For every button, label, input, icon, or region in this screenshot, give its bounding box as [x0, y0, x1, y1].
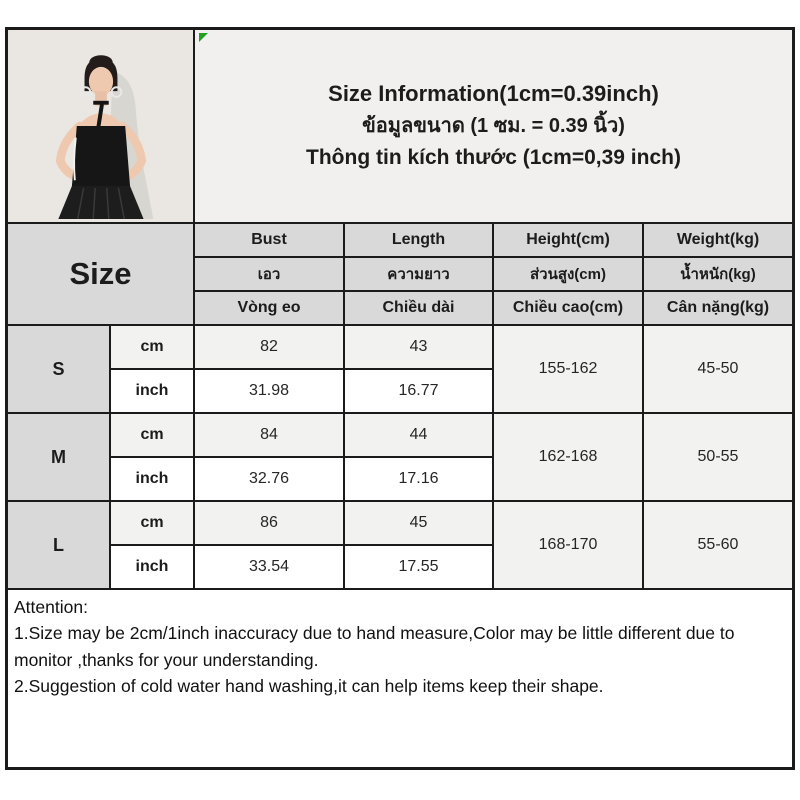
- row-s-unit-cm: cm: [111, 326, 193, 368]
- row-m-bust-inch: 32.76: [195, 458, 343, 500]
- size-chart-table: [5, 27, 795, 770]
- header-length-vi: Chiều dài: [345, 292, 492, 324]
- row-s-bust-cm: 82: [195, 326, 343, 368]
- row-m-label: M: [8, 414, 109, 500]
- attention-note-2: 2.Suggestion of cold water hand washing,it can help items keep their shape.: [14, 675, 604, 696]
- attention-note: [8, 590, 792, 767]
- header-bust-en: Bust: [195, 224, 343, 256]
- row-m-unit-inch: inch: [111, 458, 193, 500]
- row-s-bust-inch: 31.98: [195, 370, 343, 412]
- header-weight-en: Weight(kg): [644, 224, 792, 256]
- row-l-label: L: [8, 502, 109, 588]
- product-photo: [8, 30, 193, 222]
- row-s-weight: 45-50: [644, 326, 792, 412]
- row-l-bust-inch: 33.54: [195, 546, 343, 588]
- header-weight-th: น้ำหนัก(kg): [644, 258, 792, 290]
- header-weight-vi: Cân nặng(kg): [644, 292, 792, 324]
- row-l-bust-cm: 86: [195, 502, 343, 544]
- row-s-unit-inch: inch: [111, 370, 193, 412]
- row-l-length-inch: 17.55: [345, 546, 492, 588]
- row-m-weight: 50-55: [644, 414, 792, 500]
- row-s-height: 155-162: [494, 326, 642, 412]
- row-s-length-cm: 43: [345, 326, 492, 368]
- title-line-english: Size Information(1cm=0.39inch): [328, 81, 659, 106]
- row-s-label: S: [8, 326, 109, 412]
- title-line-vietnamese: Thông tin kích thước (1cm=0,39 inch): [306, 146, 681, 169]
- row-m-unit-cm: cm: [111, 414, 193, 456]
- row-l-height: 168-170: [494, 502, 642, 588]
- header-bust-vi: Vòng eo: [195, 292, 343, 324]
- row-m-length-cm: 44: [345, 414, 492, 456]
- header-length-en: Length: [345, 224, 492, 256]
- size-chart-grid: [8, 30, 792, 767]
- model-illustration: [8, 30, 193, 222]
- row-l-weight: 55-60: [644, 502, 792, 588]
- title-line-thai: ข้อมูลขนาด (1 ซม. = 0.39 นิ้ว): [362, 115, 625, 137]
- header-height-en: Height(cm): [494, 224, 642, 256]
- attention-heading: Attention:: [14, 597, 88, 617]
- header-length-th: ความยาว: [345, 258, 492, 290]
- row-s-length-inch: 16.77: [345, 370, 492, 412]
- header-height-vi: Chiều cao(cm): [494, 292, 642, 324]
- row-l-unit-cm: cm: [111, 502, 193, 544]
- size-column-header: Size: [8, 224, 193, 324]
- green-corner-marker-icon: [199, 33, 208, 42]
- header-height-th: ส่วนสูง(cm): [494, 258, 642, 290]
- row-m-length-inch: 17.16: [345, 458, 492, 500]
- row-m-height: 162-168: [494, 414, 642, 500]
- size-info-title: [195, 30, 792, 222]
- row-m-bust-cm: 84: [195, 414, 343, 456]
- row-l-length-cm: 45: [345, 502, 492, 544]
- attention-note-1: 1.Size may be 2cm/1inch inaccuracy due to hand measure,Color may be little different due to monitor ,thanks for your understanding.: [14, 623, 735, 670]
- header-bust-th: เอว: [195, 258, 343, 290]
- row-l-unit-inch: inch: [111, 546, 193, 588]
